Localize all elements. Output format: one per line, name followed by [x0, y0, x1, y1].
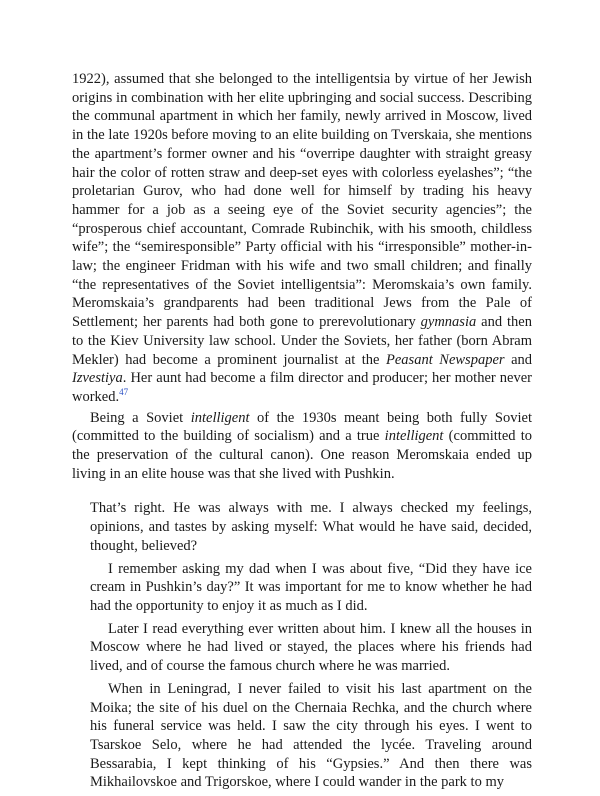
italic-title: Peasant Newspaper: [386, 351, 505, 368]
quote-paragraph: Later I read everything ever written about him. I knew all the houses in Moscow where he had lived or stayed, the places where his friends had lived, and of course the famous church where he was married.: [90, 620, 532, 675]
text-run: 1922), assumed that she belonged to the intelligentsia by virtue of her Jewish origins in combination with her elite upbringing and social success. Describing the communal apartment in which her family, newly arrived in Moscow, lived in the late 1920s before moving to an elite building on Tverskaia, she mentions the apartment’s former owner and his “overripe daughter with straight greasy hair the color of rotten straw and deep-set eyes with colorless eyelashes”; “the proletarian Gurov, who had done well for himself by trading his heavy hammer for a job as a seeing eye of the Soviet security agencies”; the “prosperous chief accountant, Comrade Rubinchik, with his smooth, childless wife”; the “semiresponsible” Party official with his “irresponsible” mother-in-law; the engineer Fridman with his wife and two small children; and finally “the representatives of the Soviet intelligentsia”: Meromskaia’s own family. Meromskaia’s grandparents had been traditional Jews from the Pale of Settlement; her parents had both gone to prerevolutionary: [72, 71, 532, 331]
paragraph-1: [72, 70, 532, 407]
block-quote: [90, 499, 532, 792]
quote-paragraph: When in Leningrad, I never failed to visit his last apartment on the Moika; the site of his duel on the Chernaia Rechka, and the church where his funeral service was held. I saw the city through his eyes. I went to Tsarskoe Selo, where he had attended the lycée. Traveling around Bessarabia, I kept thinking of his “Gypsies.” And then there was Mikhailovskoe and Trigorskoe, where I could wander in the park to my: [90, 680, 532, 791]
italic-term: gymnasia: [420, 314, 477, 331]
footnote-marker[interactable]: 47: [119, 387, 129, 398]
text-run: and then to the Kiev University law school. Under the Soviets, her father (born Abram Mekler) had become a prominent journalist at the: [72, 314, 532, 368]
italic-term: intelligent: [384, 428, 444, 445]
quote-paragraph: That’s right. He was always with me. I always checked my feelings, opinions, and tastes by asking myself: What would he have said, decided, thought, believed?: [90, 500, 532, 554]
text-run: Being a Soviet: [90, 409, 191, 426]
italic-title: Izvestiya: [72, 370, 123, 387]
text-run: . Her aunt had become a film director and producer; her mother never worked.: [72, 370, 532, 405]
page-body: [72, 70, 532, 796]
quote-paragraph: I remember asking my dad when I was about five, “Did they have ice cream in Pushkin’s day?” It was important for me to know whether he had had the opportunity to enjoy it as much as I did.: [90, 560, 532, 614]
text-run: of the 1930s meant being both fully Soviet (committed to the building of socialism) and a true: [72, 409, 532, 445]
text-run: (committed to the preservation of the cultural canon). One reason Meromskaia ended up living in an elite house was that she lived with Pushkin.: [72, 428, 533, 482]
text-run: and: [504, 351, 533, 368]
italic-term: intelligent: [190, 409, 250, 426]
paragraph-2: [72, 409, 532, 484]
